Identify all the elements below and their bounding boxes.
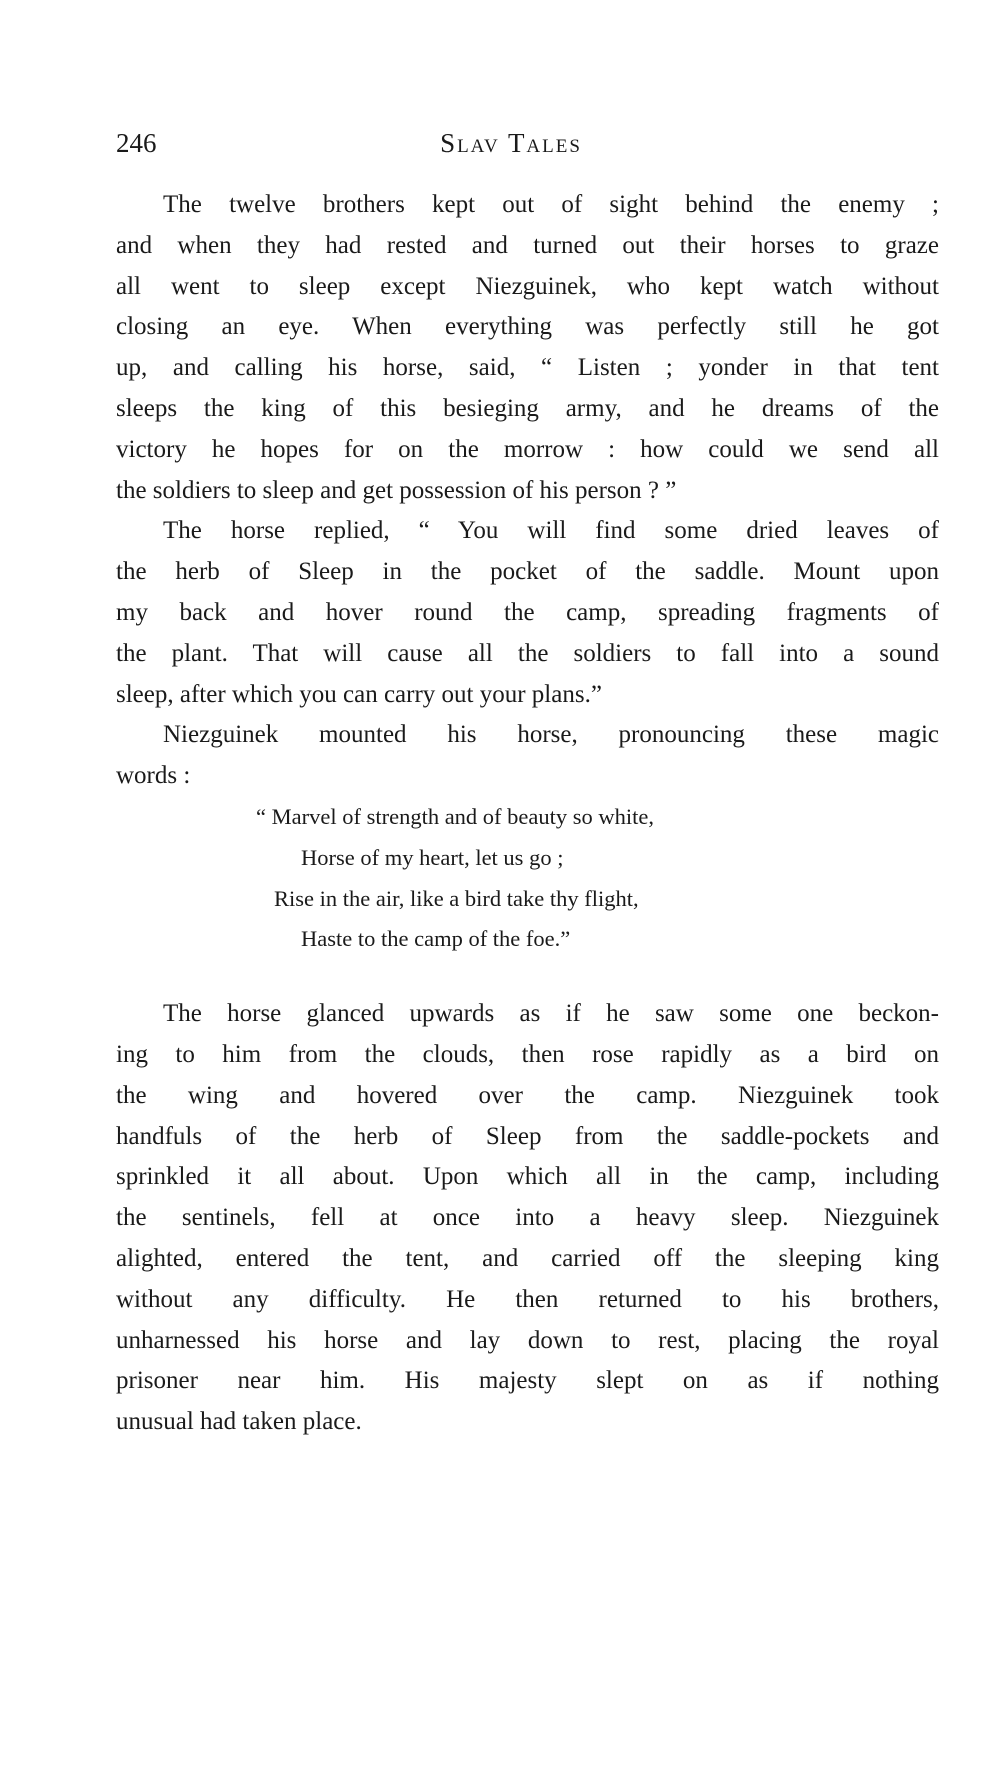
- text-line: The horse replied, “ You will find some dried leaves of: [163, 517, 939, 545]
- text-line: all went to sleep except Niezguinek, who kept watch without: [116, 272, 939, 300]
- text-line: unharnessed his horse and lay down to rest, placing the royal: [116, 1326, 939, 1354]
- text-line: ing to him from the clouds, then rose rapidly as a bird on: [116, 1040, 939, 1068]
- text-line: sleeps the king of this besieging army, and he dreams of the: [116, 394, 939, 422]
- poem-line: Haste to the camp of the foe.”: [301, 926, 571, 952]
- poem-line: Horse of my heart, let us go ;: [301, 844, 564, 870]
- text-line: closing an eye. When everything was perfectly still he got: [116, 313, 939, 341]
- text-line: alighted, entered the tent, and carried off the sleeping king: [116, 1244, 939, 1272]
- text-line: sprinkled it all about. Upon which all in the camp, including: [116, 1163, 939, 1191]
- text-line: my back and hover round the camp, spreading fragments of: [116, 598, 939, 626]
- text-line: handfuls of the herb of Sleep from the saddle-pockets and: [116, 1122, 939, 1150]
- paragraph: [116, 511, 939, 715]
- text-line: victory he hopes for on the morrow : how could we send all: [116, 435, 939, 463]
- paragraph: [116, 994, 939, 1443]
- text-line: the sentinels, fell at once into a heavy sleep. Niezguinek: [116, 1204, 939, 1232]
- text-line: the plant. That will cause all the soldiers to fall into a sound: [116, 639, 939, 667]
- paragraph: [116, 715, 939, 797]
- text-line: the herb of Sleep in the pocket of the saddle. Mount upon: [116, 558, 939, 586]
- text-line: the wing and hovered over the camp. Niezguinek took: [116, 1081, 939, 1109]
- text-line: The twelve brothers kept out of sight behind the enemy ;: [163, 191, 939, 218]
- poem-line: “ Marvel of strength and of beauty so white,: [256, 803, 655, 829]
- text-line: unusual had taken place.: [116, 1408, 362, 1436]
- poem: [116, 797, 939, 960]
- paragraph: [116, 185, 939, 511]
- text-line: prisoner near him. His majesty slept on as if nothing: [116, 1367, 939, 1395]
- spacer: [116, 960, 939, 994]
- page-header: [116, 128, 939, 168]
- text-line: without any difficulty. He then returned to his brothers,: [116, 1285, 939, 1313]
- text-line: up, and calling his horse, said, “ Listen ; yonder in that tent: [116, 354, 939, 382]
- text-line: The horse glanced upwards as if he saw some one beckon-: [163, 1000, 939, 1028]
- page-body: [116, 185, 939, 1443]
- text-line: words :: [116, 762, 191, 790]
- text-line: Niezguinek mounted his horse, pronouncing these magic: [163, 721, 939, 749]
- text-line: and when they had rested and turned out their horses to graze: [116, 231, 939, 259]
- page-number: 246: [116, 128, 157, 158]
- poem-line: Rise in the air, like a bird take thy flight,: [274, 885, 639, 911]
- text-line: sleep, after which you can carry out your plans.”: [116, 680, 602, 708]
- text-line: the soldiers to sleep and get possession of his person ? ”: [116, 476, 677, 504]
- running-title: Slav Tales: [440, 128, 582, 158]
